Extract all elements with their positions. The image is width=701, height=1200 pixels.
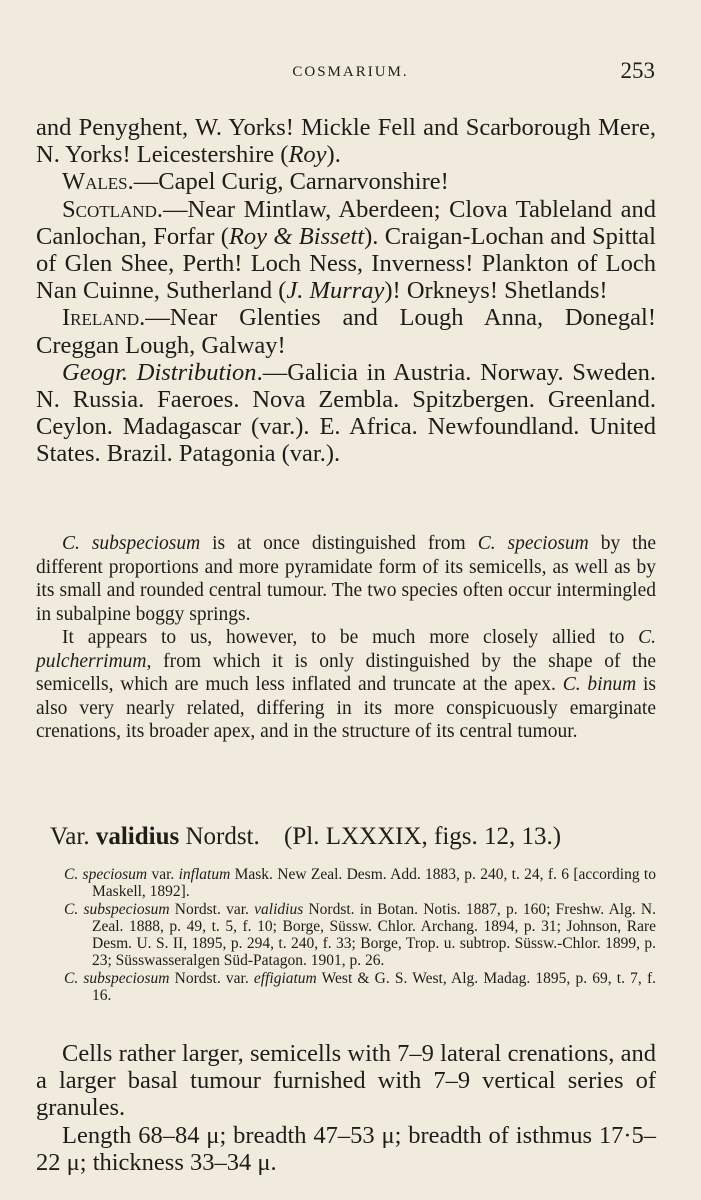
reference-entry: C. subspeciosum Nordst. var. effigiatum West & G. S. West, Alg. Madag. 1895, p. 69, t. 7, f. 16. bbox=[64, 969, 656, 1005]
synonymy-references bbox=[36, 866, 656, 1004]
reference-entry: C. speciosum var. inflatum Mask. New Zeal. Desm. Add. 1883, p. 240, t. 24, f. 6 [according to Maskell, 1892]. bbox=[64, 866, 656, 901]
distribution-england-paragraph: and Penyghent, W. Yorks! Mickle Fell and Scarborough Mere, N. Yorks! Leicestershire (Roy). bbox=[36, 114, 656, 169]
distribution-section bbox=[36, 114, 656, 468]
distribution-scotland-paragraph: Scotland.—Near Mintlaw, Aberdeen; Clova Tableland and Canlochan, Forfar (Roy & Bissett). Craigan-Lochan and Spittal of Glen Shee, Perth! Loch Ness, Inverness! Plankton of Loch Nan Cuinne, Sutherland (J. Murray)! Orkneys! Shetlands! bbox=[36, 195, 656, 305]
remarks-paragraph-1: C. subspeciosum is at once distinguished from C. speciosum by the different proportions and more pyramidate form of its semicells, as well as by its small and rounded central tumour. The two species often occur intermingled in subalpine boggy springs. bbox=[36, 533, 656, 625]
variety-heading: Var. validius Nordst. (Pl. LXXXIX, figs. 12, 13.) bbox=[50, 823, 562, 850]
reference-entry: C. subspeciosum Nordst. var. validius Nordst. in Botan. Notis. 1887, p. 160; Freshw. Alg. N. Zeal. 1888, p. 49, t. 5, f. 10; Borge, Süssw. Chlor. Archang. 1894, p. 31; Johnson, Rare Desm. U. S. II, 1895, p. 294, t. 240, f. 33; Borge, Trop. u. subtrop. Süssw.-Chlor. 1899, p. 23; Süsswasseralgen Süd-Patagon. 1901, p. 26. bbox=[64, 900, 656, 970]
region-label-wales: Wales bbox=[62, 168, 128, 196]
cells-description: Cells rather larger, semicells with 7–9 lateral crenations, and a larger basal tumour furnished with 7–9 vertical series of granules. bbox=[36, 1040, 656, 1122]
region-label-scotland: Scotland bbox=[62, 195, 157, 223]
measurements: Length 68–84 μ; breadth 47–53 μ; breadth of isthmus 17·5–22 μ; thickness 33–34 μ. bbox=[36, 1121, 656, 1176]
region-label-ireland: Ireland bbox=[62, 304, 140, 332]
remarks-section bbox=[36, 532, 656, 744]
variety-description bbox=[36, 1040, 656, 1176]
geogr-label: Geogr. Distribution bbox=[62, 358, 257, 386]
remarks-paragraph-2: It appears to us, however, to be much more closely allied to C. pulcherrimum, from which it is only distinguished by the shape of the semicells, which are much less inflated and truncate at the apex. C. binum is also very nearly related, differing in its more conspicuously emarginate crenations, its broader apex, and in the structure of its central tumour. bbox=[36, 627, 656, 742]
running-title: COSMARIUM. bbox=[292, 64, 409, 80]
distribution-ireland-paragraph: Ireland.—Near Glenties and Lough Anna, Donegal! Creggan Lough, Galway! bbox=[36, 304, 656, 359]
distribution-wales-paragraph: Wales.—Capel Curig, Carnarvonshire! bbox=[62, 168, 449, 196]
geographic-distribution-paragraph: Geogr. Distribution.—Galicia in Austria. Norway. Sweden. N. Russia. Faeroes. Nova Zembla. Spitzbergen. Greenland. Ceylon. Madagascar (var.). E. Africa. Newfoundland. United States. Brazil. Patagonia (var.). bbox=[36, 358, 656, 468]
page-number: 253 bbox=[620, 58, 655, 83]
variety-name: validius bbox=[95, 823, 180, 850]
plate-reference: (Pl. LXXXIX, figs. 12, 13.) bbox=[284, 823, 562, 850]
